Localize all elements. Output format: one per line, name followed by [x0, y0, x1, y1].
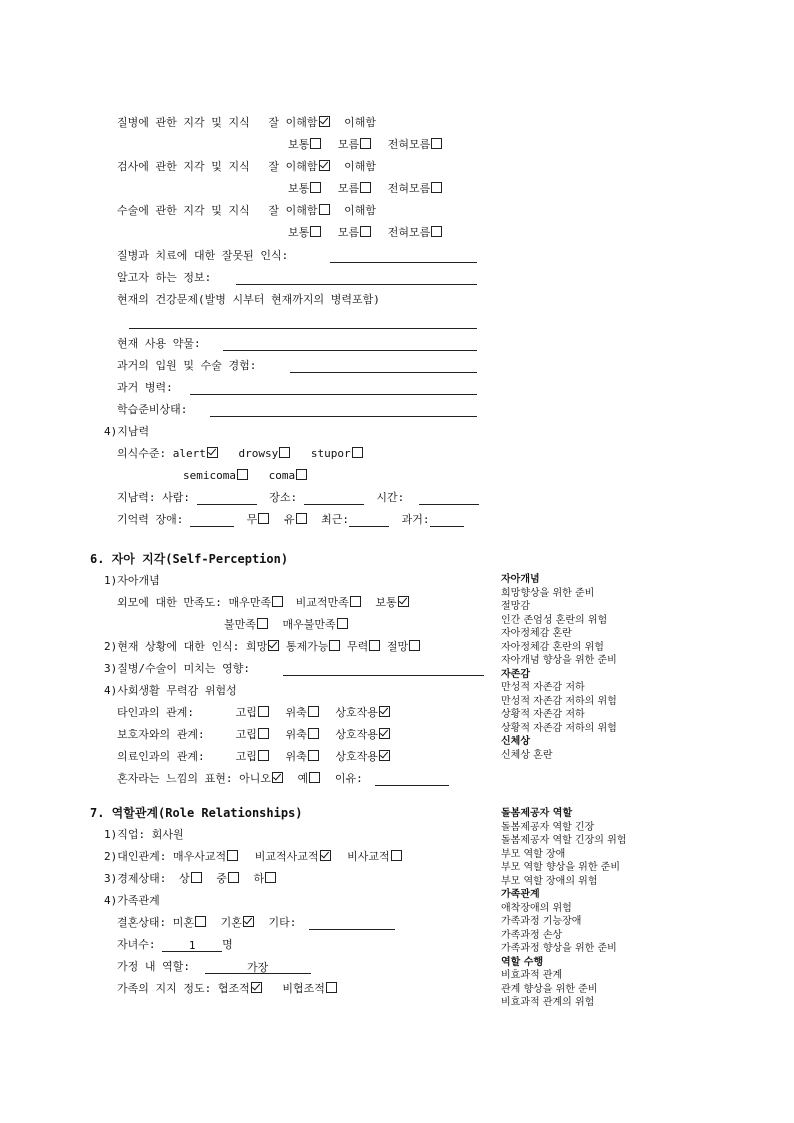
opt-normal: 보통 [288, 226, 310, 239]
medical-relation-row [117, 750, 390, 764]
recent-field[interactable] [349, 514, 389, 527]
checkbox[interactable] [279, 447, 290, 458]
checkbox-checked[interactable] [320, 850, 331, 861]
checkbox[interactable] [296, 469, 307, 480]
diagnosis-item: 돌봄제공자 역할 긴장의 위험 [501, 835, 627, 846]
checkbox[interactable] [308, 728, 319, 739]
role-relationship-diagnosis-list [501, 807, 761, 1010]
opt-shrunk: 위축 [285, 728, 307, 741]
diagnosis-item: 인간 존엄성 혼란의 위험 [501, 614, 608, 626]
social-powerless-label: 4)사회생활 무력감 위험성 [104, 684, 237, 697]
effect-label: 3)질병/수술이 미치는 영향: [104, 662, 250, 675]
checkbox[interactable] [258, 750, 269, 761]
situation-label: 2)현재 상황에 대한 인식: [104, 640, 240, 653]
checkbox[interactable] [369, 640, 380, 651]
situation-row [104, 640, 420, 654]
consciousness-row [117, 447, 363, 461]
diagnosis-item: 자아정체감 혼란의 위험 [501, 641, 604, 653]
current-problem-field[interactable] [129, 328, 477, 329]
checkbox[interactable] [258, 706, 269, 717]
appearance-label: 외모에 대한 만족도: [117, 596, 222, 609]
opt-well-understand: 잘 이해함 [268, 116, 318, 129]
diagnosis-item: 만성적 자존감 저하 [501, 682, 585, 693]
opt-totally-unknown: 전혀모름 [387, 138, 431, 151]
opt-interaction: 상호작용 [335, 750, 378, 763]
opt-single: 미혼 [172, 916, 195, 929]
appearance-row2 [224, 618, 348, 632]
checkbox[interactable] [352, 447, 363, 458]
test-knowledge-row2 [288, 182, 442, 196]
opt-shrunk: 위축 [285, 750, 307, 763]
economic-row [104, 872, 276, 886]
opt-well-understand: 잘 이해함 [268, 160, 318, 173]
children-label: 자녀수: [117, 938, 156, 951]
children-row [117, 938, 233, 952]
opt-normal: 보통 [288, 182, 310, 195]
past-field[interactable] [430, 514, 464, 527]
opt-dissatisfied: 불만족 [224, 618, 256, 631]
opt-semicoma: semicoma [183, 469, 236, 482]
opt-powerless: 무력 [347, 640, 369, 653]
orientation-title: 4)지남력 [104, 425, 150, 438]
checkbox[interactable] [309, 772, 320, 783]
past-history-label: 과거 병력: [117, 381, 173, 394]
opt-totally-unknown: 전혀모름 [387, 226, 431, 239]
checkbox[interactable] [310, 138, 321, 149]
checkbox-checked[interactable] [268, 640, 279, 651]
checkbox[interactable] [329, 640, 340, 651]
opt-very-satisfied: 매우만족 [228, 596, 272, 609]
opt-yes: 유 [283, 513, 295, 526]
opt-unknown: 모름 [337, 182, 360, 195]
consciousness-label: 의식수준: [117, 447, 167, 460]
checkbox[interactable] [228, 872, 239, 883]
other-label: 기타: [268, 916, 297, 929]
checkbox-checked[interactable] [379, 750, 390, 761]
diagnosis-item: 신체상 혼란 [501, 749, 553, 761]
disease-knowledge-label: 질병에 관한 지각 및 지식 [117, 116, 250, 129]
checkbox[interactable] [296, 513, 307, 524]
support-row [117, 982, 337, 996]
checkbox[interactable] [227, 850, 238, 861]
diagnosis-category: 자아개념 [501, 574, 540, 585]
interpersonal-row [104, 850, 402, 864]
home-role-label: 가정 내 역할: [117, 960, 190, 973]
diagnosis-item: 가족과정 손상 [501, 929, 563, 941]
opt-understand: 이해함 [344, 160, 377, 173]
opt-mid: 중 [216, 872, 227, 885]
opt-understand: 이해함 [344, 116, 377, 129]
job-label: 1)직업: 회사원 [104, 828, 184, 841]
reason-field[interactable] [375, 773, 449, 786]
checkbox[interactable] [409, 640, 420, 651]
diagnosis-category: 돌봄제공자 역할 [501, 808, 573, 819]
want-info-label: 알고자 하는 정보: [117, 271, 212, 284]
misperception-field[interactable] [330, 262, 477, 263]
self-concept-label: 1)자아개념 [104, 574, 160, 587]
opt-very-dissatisfied: 매우불만족 [282, 618, 336, 631]
surgery-knowledge-row2 [288, 226, 442, 240]
checkbox[interactable] [431, 226, 442, 237]
opt-understand: 이해함 [344, 204, 377, 217]
current-meds-field[interactable] [223, 350, 477, 351]
appearance-row [117, 596, 409, 610]
disease-knowledge-row [117, 116, 376, 130]
memory-label: 기억력 장애: [117, 513, 184, 526]
orientation-place-label: 장소: [269, 491, 298, 504]
effect-field[interactable] [283, 675, 484, 676]
checkbox-checked[interactable] [243, 916, 254, 927]
checkbox-checked[interactable] [272, 772, 283, 783]
opt-none: 무 [246, 513, 258, 526]
past-admission-field[interactable] [290, 372, 477, 373]
surgery-knowledge-label: 수술에 관한 지각 및 지식 [117, 204, 250, 217]
opt-stupor: stupor [310, 447, 351, 460]
checkbox[interactable] [191, 872, 202, 883]
place-field[interactable] [304, 492, 364, 505]
checkbox[interactable] [310, 182, 321, 193]
self-perception-diagnosis-list [501, 573, 761, 762]
diagnosis-item: 부모 역할 향상을 위한 준비 [501, 862, 620, 873]
alone-label: 혼자라는 느낌의 표현: [117, 772, 233, 785]
checkbox[interactable] [310, 226, 321, 237]
opt-no: 아니오 [239, 772, 272, 785]
interpersonal-label: 2)대인관계: [104, 850, 167, 863]
opt-fairly-social: 비교적사교적 [254, 850, 319, 863]
diagnosis-item: 부모 역할 장애 [501, 848, 566, 860]
checkbox[interactable] [258, 513, 269, 524]
diagnosis-item: 가족과정 향상을 위한 준비 [501, 943, 617, 954]
other-field[interactable] [309, 917, 395, 930]
checkbox-checked[interactable] [319, 116, 330, 127]
alone-row [117, 772, 449, 786]
guardian-relation-row [117, 728, 390, 742]
opt-cooperative: 협조적 [217, 982, 250, 995]
checkbox-checked[interactable] [379, 728, 390, 739]
misperception-label: 질병과 치료에 대한 잘못된 인식: [117, 249, 289, 262]
opt-normal: 보통 [375, 596, 397, 609]
diagnosis-category: 역할 수행 [501, 956, 544, 968]
opt-isolated: 고립 [235, 750, 257, 763]
diagnosis-category: 자존감 [501, 668, 530, 680]
opt-drowsy: drowsy [238, 447, 279, 460]
support-label: 가족의 지지 정도: [117, 982, 212, 995]
opt-interaction: 상호작용 [335, 706, 378, 719]
opt-alert: alert [172, 447, 206, 460]
checkbox-checked[interactable] [251, 982, 262, 993]
opt-unknown: 모름 [337, 226, 360, 239]
checkbox-checked[interactable] [319, 160, 330, 171]
opt-unsocial: 비사교적 [347, 850, 390, 863]
opt-isolated: 고립 [235, 706, 257, 719]
time-field[interactable] [419, 492, 479, 505]
checkbox[interactable] [257, 618, 268, 629]
checkbox[interactable] [258, 728, 269, 739]
test-knowledge-label: 검사에 관한 지각 및 지식 [117, 160, 250, 173]
section-7-title: 7. 역할관계(Role Relationships) [90, 806, 303, 820]
guardian-relation-label: 보호자와의 관계: [117, 728, 205, 741]
checkbox[interactable] [360, 138, 371, 149]
checkbox[interactable] [431, 138, 442, 149]
opt-very-social: 매우사교적 [173, 850, 227, 863]
test-knowledge-row [117, 160, 376, 174]
checkbox[interactable] [265, 872, 276, 883]
diagnosis-item: 돌봄제공자 역할 긴장 [501, 821, 595, 833]
checkbox-checked[interactable] [379, 706, 390, 717]
others-relation-row [117, 706, 390, 720]
diagnosis-item: 상황적 자존감 저하 [501, 709, 585, 720]
diagnosis-item: 자아개념 향상을 위한 준비 [501, 655, 617, 666]
checkbox-checked[interactable] [207, 447, 218, 458]
checkbox[interactable] [319, 204, 330, 215]
memory-row [117, 513, 464, 527]
marriage-label: 결혼상태: [117, 916, 167, 929]
checkbox[interactable] [337, 618, 348, 629]
disease-knowledge-row2 [288, 138, 442, 152]
diagnosis-category: 신체상 [501, 736, 530, 747]
checkbox[interactable] [326, 982, 337, 993]
section-6-title: 6. 자아 지각(Self-Perception) [90, 552, 289, 566]
consciousness-row2 [183, 469, 307, 483]
others-relation-label: 타인과의 관계: [117, 706, 195, 719]
diagnosis-item: 가족과정 기능장애 [501, 916, 582, 927]
opt-control: 통제가능 [285, 640, 329, 653]
orientation-time-label: 시간: [376, 491, 405, 504]
checkbox[interactable] [272, 596, 283, 607]
marriage-row [117, 916, 395, 930]
children-value[interactable]: 1 [162, 939, 222, 952]
checkbox[interactable] [431, 182, 442, 193]
surgery-knowledge-row [117, 204, 376, 218]
orientation-person-label: 지남력: 사람: [117, 491, 190, 504]
opt-fairly-satisfied: 비교적만족 [295, 596, 349, 609]
checkbox[interactable] [308, 750, 319, 761]
checkbox[interactable] [391, 850, 402, 861]
checkbox[interactable] [360, 226, 371, 237]
opt-normal: 보통 [288, 138, 310, 151]
diagnosis-item: 비효과적 관계 [501, 970, 563, 981]
current-meds-label: 현재 사용 약물: [117, 337, 201, 350]
diagnosis-item: 상황적 자존감 저하의 위험 [501, 722, 617, 734]
diagnosis-item: 부모 역할 장애의 위험 [501, 875, 598, 887]
reason-label: 이유: [334, 772, 363, 785]
family-relation-label: 4)가족관계 [104, 894, 160, 907]
checkbox[interactable] [308, 706, 319, 717]
opt-high: 상 [179, 872, 190, 885]
recent-label: 최근: [321, 513, 350, 526]
diagnosis-category: 가족관계 [501, 889, 540, 900]
economic-label: 3)경제상태: [104, 872, 167, 885]
diagnosis-item: 관계 향상을 위한 준비 [501, 983, 598, 995]
home-role-row [117, 960, 311, 974]
memory-field[interactable] [190, 514, 234, 527]
checkbox[interactable] [350, 596, 361, 607]
diagnosis-item: 절망감 [501, 601, 530, 612]
person-field[interactable] [197, 492, 257, 505]
opt-married: 기혼 [220, 916, 242, 929]
diagnosis-item: 자아정체감 혼란 [501, 628, 572, 639]
opt-despair: 절망 [386, 640, 409, 653]
checkbox-checked[interactable] [398, 596, 409, 607]
opt-interaction: 상호작용 [335, 728, 378, 741]
checkbox[interactable] [237, 469, 248, 480]
opt-hope: 희망 [246, 640, 268, 653]
past-label: 과거: [401, 513, 430, 526]
opt-yes: 예 [297, 772, 309, 785]
opt-unknown: 모름 [337, 138, 360, 151]
diagnosis-item: 애착장애의 위험 [501, 902, 572, 914]
children-unit: 명 [222, 938, 233, 951]
diagnosis-item: 만성적 자존감 저하의 위험 [501, 695, 617, 707]
opt-isolated: 고립 [235, 728, 257, 741]
opt-well-understand: 잘 이해함 [268, 204, 318, 217]
opt-totally-unknown: 전혀모름 [387, 182, 431, 195]
checkbox[interactable] [360, 182, 371, 193]
checkbox[interactable] [195, 916, 206, 927]
diagnosis-item: 비효과적 관계의 위험 [501, 997, 595, 1008]
past-history-field[interactable] [190, 394, 477, 395]
current-problem-label: 현재의 건강문제(발병 시부터 현재까지의 병력포함) [117, 293, 380, 306]
diagnosis-item: 희망향상을 위한 준비 [501, 587, 595, 599]
learning-label: 학습준비상태: [117, 403, 188, 416]
medical-relation-label: 의료인과의 관계: [117, 750, 205, 763]
opt-coma: coma [268, 469, 296, 482]
opt-uncooperative: 비협조적 [282, 982, 325, 995]
learning-field[interactable] [210, 416, 477, 417]
want-info-field[interactable] [236, 284, 477, 285]
home-role-value[interactable]: 가장 [205, 961, 311, 974]
opt-shrunk: 위축 [285, 706, 307, 719]
past-admission-label: 과거의 입원 및 수술 경험: [117, 359, 257, 372]
orientation-row [117, 491, 479, 505]
opt-low: 하 [253, 872, 265, 885]
